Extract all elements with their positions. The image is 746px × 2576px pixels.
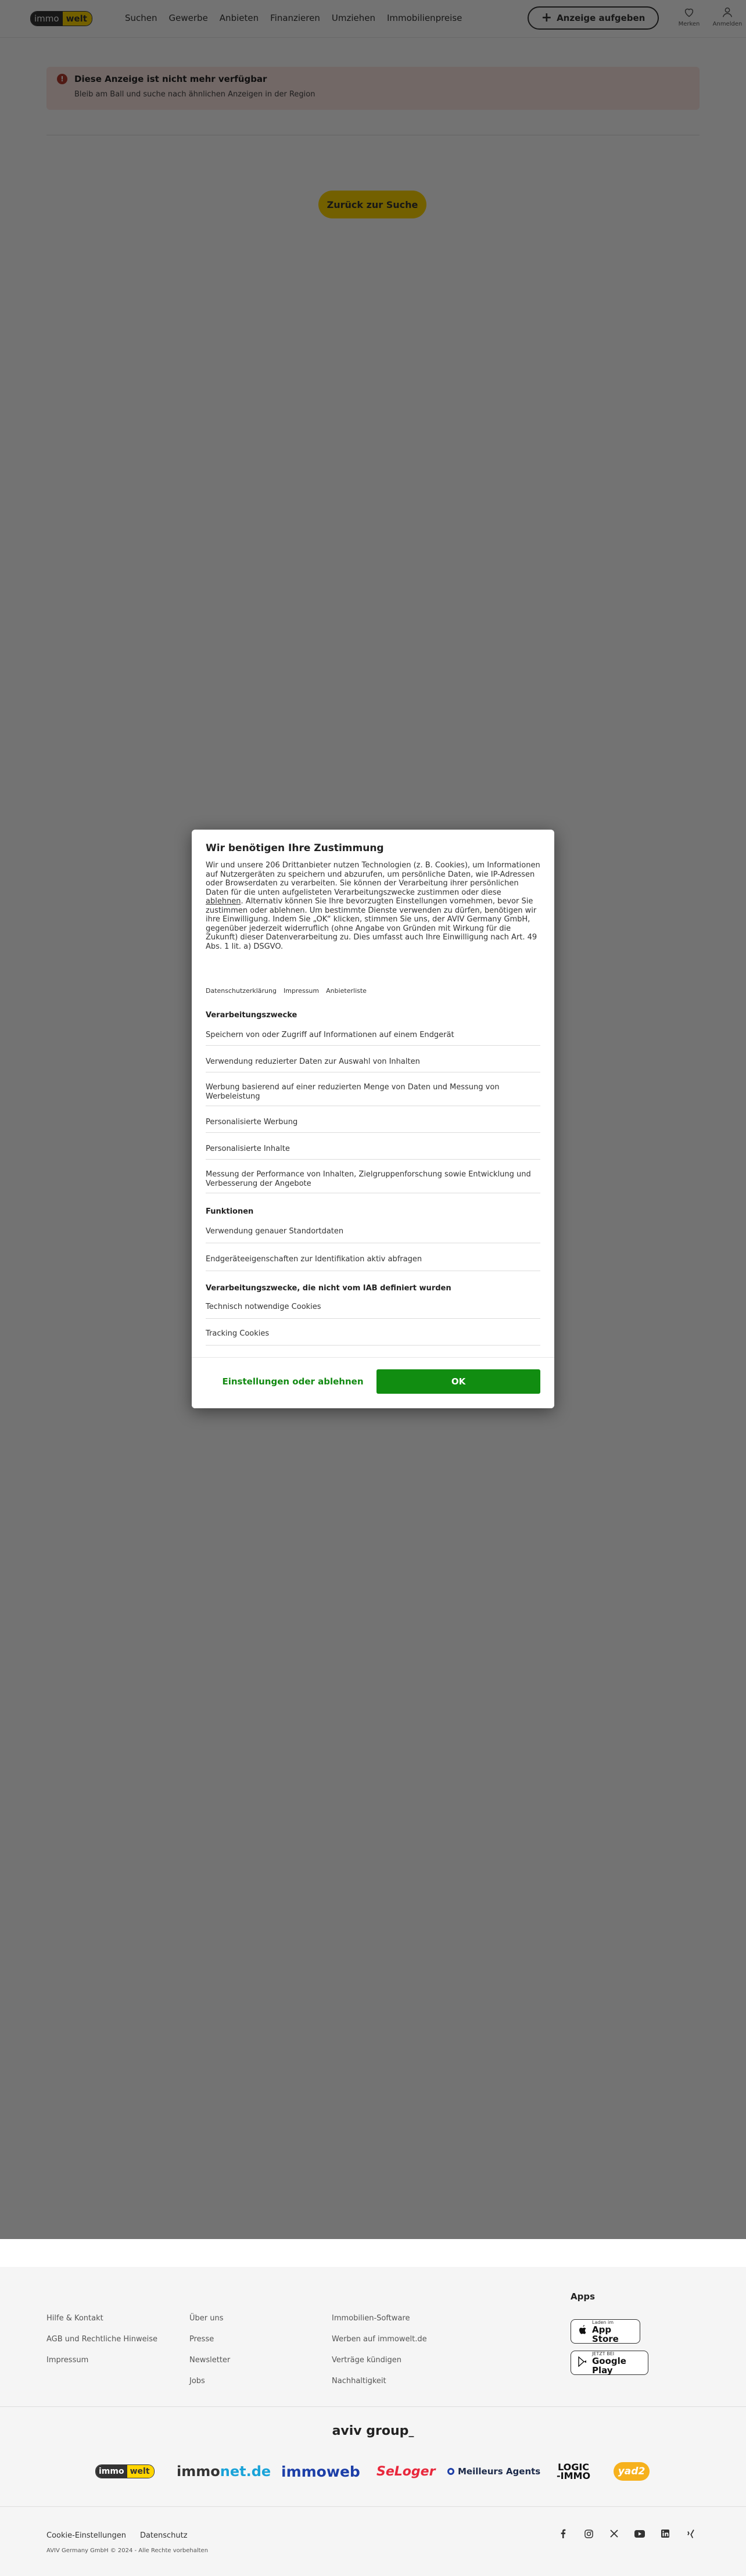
x-icon[interactable]: [609, 2528, 619, 2539]
footer-bottom-links: [46, 2531, 188, 2540]
site-footer: [0, 2267, 746, 2576]
section-purposes-title: Verarbeitungszwecke: [206, 1011, 297, 1020]
non-iab-item[interactable]: Technisch notwendige Cookies: [206, 1296, 540, 1319]
brand-seloger[interactable]: SeLoger: [376, 2464, 436, 2479]
footer-link-kuendigen[interactable]: Verträge kündigen: [332, 2356, 401, 2365]
footer-divider: [0, 2406, 746, 2407]
consent-intro: [206, 861, 540, 951]
purpose-item[interactable]: Speichern von oder Zugriff auf Informationen auf einem Endgerät: [206, 1025, 540, 1046]
brand-meilleurs-agents[interactable]: [447, 2460, 540, 2483]
footer-column-2: [189, 2315, 230, 2398]
linkedin-icon[interactable]: [660, 2528, 670, 2539]
consent-actions: [192, 1357, 554, 1408]
footer-link-newsletter[interactable]: Newsletter: [189, 2356, 231, 2365]
ok-button[interactable]: OK: [376, 1369, 540, 1394]
consent-links: [206, 987, 367, 995]
footer-link-jobs[interactable]: Jobs: [189, 2377, 205, 2385]
footer-column-1: [46, 2315, 157, 2377]
consent-scroll-area[interactable]: [192, 830, 554, 1357]
footer-link-impressum[interactable]: Impressum: [46, 2356, 89, 2365]
brand-immoweb[interactable]: immoweb: [281, 2463, 360, 2480]
app-store-big: App Store: [592, 2324, 619, 2344]
footer-link-ueber-uns[interactable]: Über uns: [189, 2314, 224, 2323]
function-item[interactable]: Verwendung genauer Standortdaten: [206, 1220, 540, 1243]
purpose-item[interactable]: Messung der Performance von Inhalten, Zielgruppenforschung sowie Entwicklung und Verbesserung der Angebote: [206, 1164, 540, 1193]
instagram-icon[interactable]: [583, 2528, 594, 2539]
brand-logic-immo[interactable]: [557, 2460, 590, 2483]
google-play-badge[interactable]: [571, 2351, 648, 2375]
purpose-item[interactable]: Werbung basierend auf einer reduzierten Menge von Daten und Messung von Werbeleistung: [206, 1077, 540, 1106]
purpose-item[interactable]: Personalisierte Werbung: [206, 1112, 540, 1133]
xing-icon[interactable]: [686, 2528, 696, 2539]
brand-immonet[interactable]: [177, 2460, 271, 2483]
function-item[interactable]: Endgeräteeigenschaften zur Identifikation aktiv abfragen: [206, 1248, 540, 1271]
brand-logos: [95, 2460, 651, 2483]
consent-intro-text-2: . Alternativ können Sie Ihre bevorzugten Einstellungen vornehmen, bevor Sie zustimmen oder ablehnen. Um bestimmte Dienste verwenden zu dürfen, benötigen wir ihre Einwilligung. Indem Sie „OK“ klicken, stimmen Sie uns, der AVIV Germany GmbH, gegenüber jederzeit widerruflich (ohne Angabe von Gründen mit Wirkung für die Zukunft) dieser Datenverarbeitung zu. Dies umfasst auch Ihre Einwilligung nach Art. 49 Abs. 1 lit. a) DSGVO.: [206, 897, 537, 951]
privacy-policy-link[interactable]: Datenschutzerklärung: [206, 987, 277, 995]
app-store-text: [592, 2320, 640, 2344]
imprint-link[interactable]: Impressum: [283, 987, 320, 995]
footer-link-software[interactable]: Immobilien-Software: [332, 2314, 410, 2323]
non-iab-item[interactable]: Tracking Cookies: [206, 1322, 540, 1346]
google-play-text: [592, 2351, 648, 2375]
youtube-icon[interactable]: [634, 2528, 645, 2539]
section-functions-title: Funktionen: [206, 1207, 254, 1216]
google-play-big: Google Play: [592, 2355, 626, 2376]
brand-immowelt-part1: immo: [96, 2465, 127, 2478]
footer-column-3: [332, 2315, 427, 2398]
google-play-icon: [578, 2356, 587, 2369]
meilleurs-agents-icon: [447, 2468, 454, 2475]
purpose-item[interactable]: Personalisierte Inhalte: [206, 1139, 540, 1160]
copyright: AVIV Germany GmbH © 2024 - Alle Rechte vorbehalten: [46, 2548, 209, 2554]
footer-link-agb[interactable]: AGB und Rechtliche Hinweise: [46, 2335, 157, 2344]
brand-immonet-part1: immo: [177, 2463, 220, 2480]
brand-yad2[interactable]: yad2: [614, 2462, 650, 2481]
consent-title: Wir benötigen Ihre Zustimmung: [206, 842, 384, 854]
facebook-icon[interactable]: [558, 2528, 568, 2539]
consent-reject-link[interactable]: ablehnen: [206, 897, 241, 906]
footer-divider-bottom: [0, 2506, 746, 2507]
social-links: [558, 2528, 696, 2539]
aviv-group-text: aviv group: [332, 2424, 409, 2438]
google-play-small: JETZT BEI: [592, 2351, 615, 2356]
brand-immowelt-part2: welt: [127, 2465, 154, 2478]
app-store-small: Laden im: [592, 2319, 614, 2325]
brand-immowelt[interactable]: [95, 2460, 155, 2483]
footer-link-werben[interactable]: Werben auf immowelt.de: [332, 2335, 427, 2344]
footer-link-presse[interactable]: Presse: [189, 2335, 214, 2344]
purpose-item[interactable]: Verwendung reduzierter Daten zur Auswahl von Inhalten: [206, 1052, 540, 1072]
consent-dialog: [192, 830, 554, 1408]
brand-immonet-part2: net.de: [220, 2463, 271, 2480]
settings-or-reject-button[interactable]: Einstellungen oder ablehnen: [206, 1369, 380, 1394]
brand-meilleurs-agents-text: Meilleurs Agents: [458, 2466, 541, 2477]
section-non-iab-title: Verarbeitungszwecke, die nicht vom IAB definiert wurden: [206, 1284, 451, 1293]
brand-logic-immo-line1: LOGIC: [557, 2462, 590, 2473]
footer-link-nachhaltigkeit[interactable]: Nachhaltigkeit: [332, 2377, 386, 2385]
vendor-list-link[interactable]: Anbieterliste: [326, 987, 367, 995]
apple-icon: [578, 2325, 587, 2338]
cookie-settings-link[interactable]: Cookie-Einstellungen: [46, 2531, 126, 2540]
aviv-group-logo: aviv group_: [332, 2424, 414, 2438]
privacy-link[interactable]: Datenschutz: [139, 2531, 188, 2540]
footer-link-hilfe[interactable]: Hilfe & Kontakt: [46, 2314, 103, 2323]
apps-title: Apps: [571, 2291, 596, 2302]
consent-intro-text-1: Wir und unsere 206 Drittanbieter nutzen Technologien (z. B. Cookies), um Informationen auf Nutzergeräten zu speichern und abzurufen, um persönliche Daten, wie IP-Adressen oder Browserdaten zu verarbeiten. Sie können der Verarbeitung ihrer persönlichen Daten für die unten aufgelisteten Verarbeitungszwecke zustimmen oder diese: [206, 861, 540, 897]
brand-logic-immo-line2: -IMMO: [557, 2470, 591, 2481]
app-store-badge[interactable]: [571, 2319, 640, 2344]
